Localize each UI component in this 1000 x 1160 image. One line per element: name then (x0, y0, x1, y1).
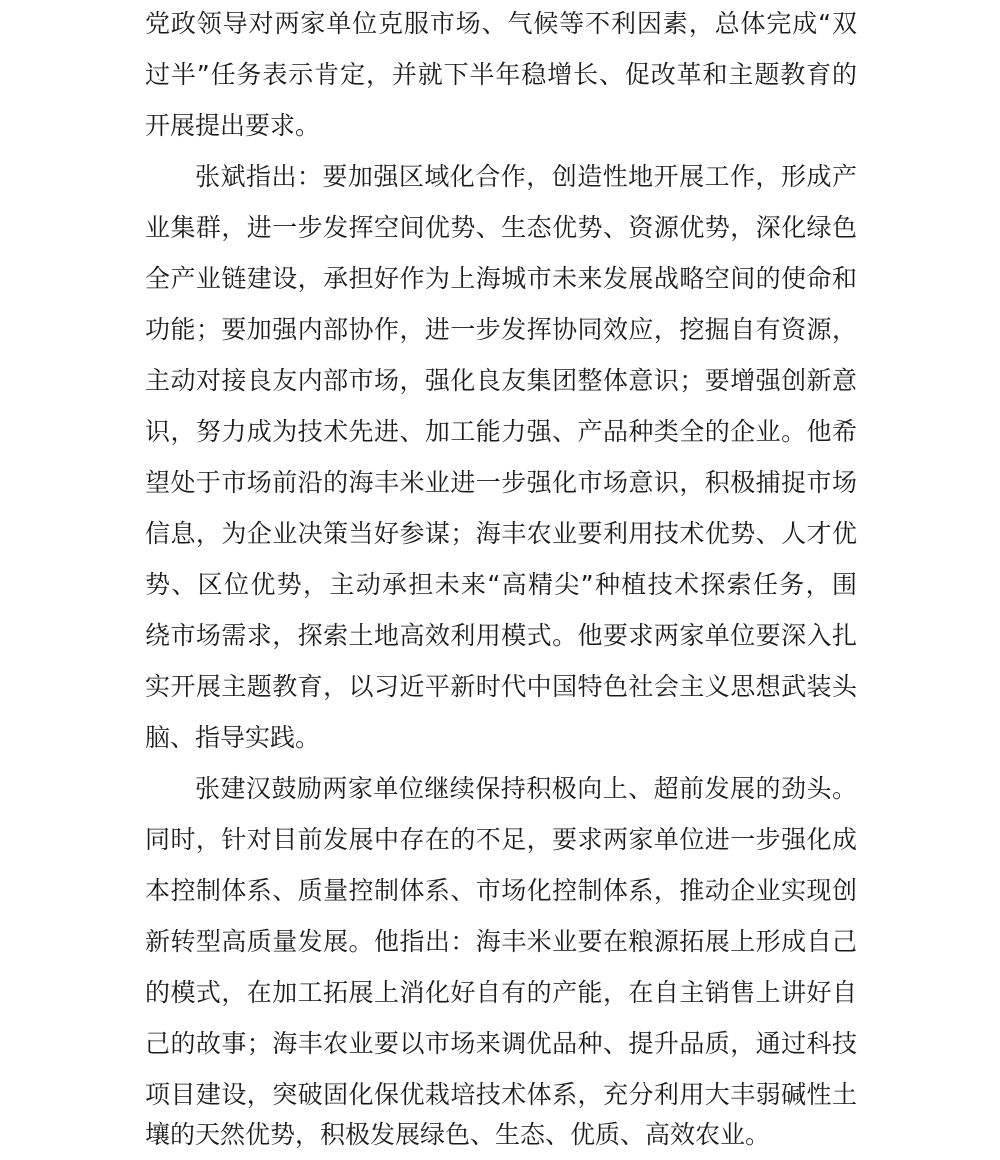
text-line: 主动对接良友内部市场，强化良友集团整体意识；要增强创新意 (145, 366, 857, 395)
text-line: 项目建设，突破固化保优栽培技术体系，充分利用大丰弱碱性土 (145, 1080, 857, 1109)
text-line: 信息，为企业决策当好参谋；海丰农业要利用技术优势、人才优 (145, 519, 857, 548)
text-line: 势、区位优势，主动承担未来“高精尖”种植技术探索任务，围 (145, 570, 857, 599)
text-line: 业集群，进一步发挥空间优势、生态优势、资源优势，深化绿色 (145, 213, 857, 242)
text-line: 同时，针对目前发展中存在的不足，要求两家单位进一步强化成 (145, 825, 857, 854)
text-line: 开展提出要求。 (145, 111, 321, 140)
text-line: 的模式，在加工拓展上消化好自有的产能，在自主销售上讲好自 (145, 978, 857, 1007)
text-line: 实开展主题教育，以习近平新时代中国特色社会主义思想武装头 (145, 672, 857, 701)
document-page (145, 0, 857, 1160)
text-line: 本控制体系、质量控制体系、市场化控制体系，推动企业实现创 (145, 876, 857, 905)
text-line: 过半”任务表示肯定，并就下半年稳增长、促改革和主题教育的 (145, 60, 857, 89)
text-line: 己的故事；海丰农业要以市场来调优品种、提升品质，通过科技 (145, 1029, 857, 1058)
text-line: 新转型高质量发展。他指出：海丰米业要在粮源拓展上形成自己 (145, 927, 857, 956)
text-line: 党政领导对两家单位克服市场、气候等不利因素，总体完成“双 (145, 9, 857, 38)
text-line: 壤的天然优势，积极发展绿色、生态、优质、高效农业。 (145, 1120, 771, 1149)
text-line: 脑、指导实践。 (145, 723, 321, 752)
text-line: 识，努力成为技术先进、加工能力强、产品种类全的企业。他希 (145, 417, 857, 446)
paragraph-first-line: 张斌指出：要加强区域化合作，创造性地开展工作，形成产 (195, 162, 857, 191)
text-line: 绕市场需求，探索土地高效利用模式。他要求两家单位要深入扎 (145, 621, 857, 650)
text-line: 望处于市场前沿的海丰米业进一步强化市场意识，积极捕捉市场 (145, 468, 857, 497)
text-line: 功能；要加强内部协作，进一步发挥协同效应，挖掘自有资源， (145, 315, 857, 344)
paragraph-first-line: 张建汉鼓励两家单位继续保持积极向上、超前发展的劲头。 (195, 774, 857, 803)
text-line: 全产业链建设，承担好作为上海城市未来发展战略空间的使命和 (145, 264, 857, 293)
